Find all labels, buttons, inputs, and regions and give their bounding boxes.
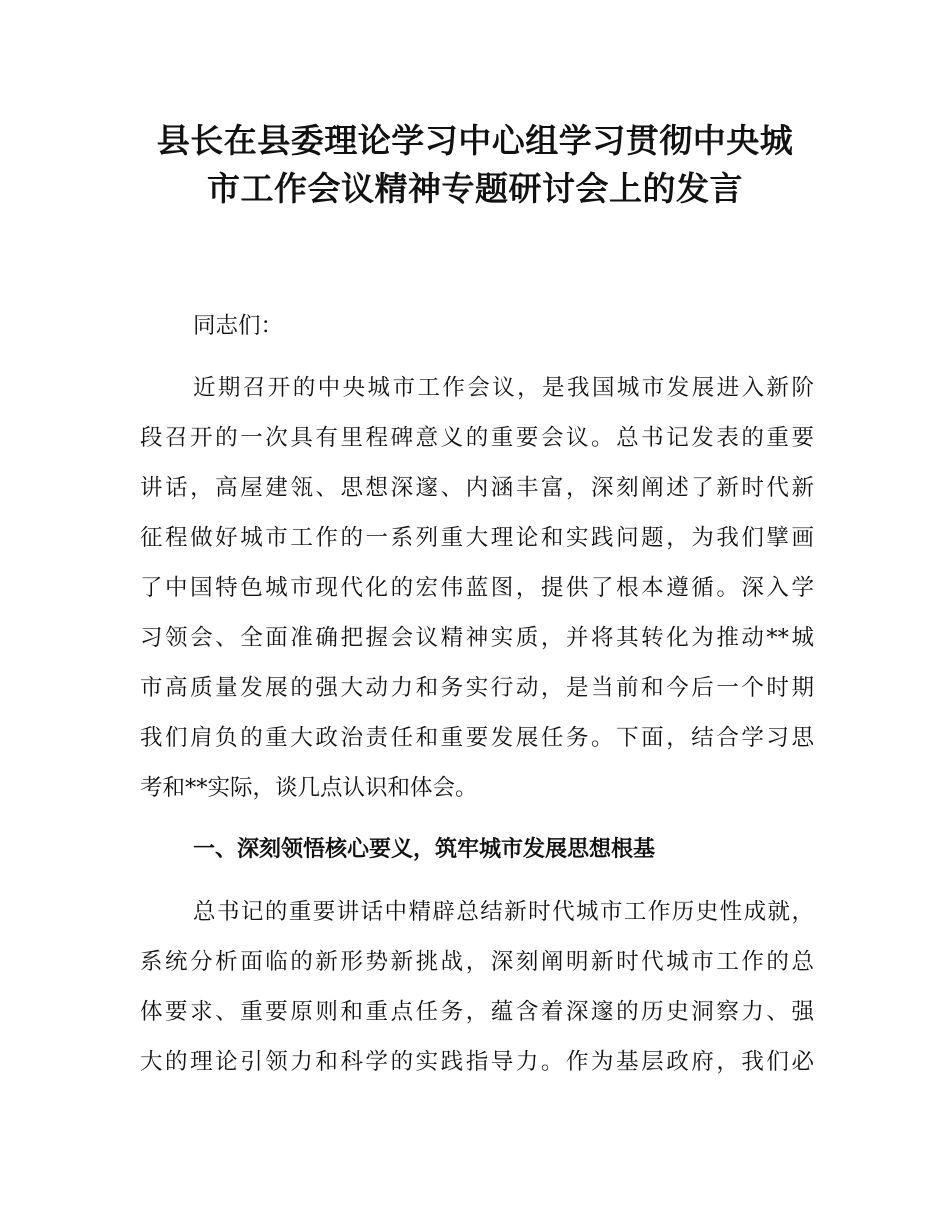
paragraph-1-line-7: 市高质量发展的强大动力和务实行动，是当前和今后一个时期 [140, 675, 814, 701]
paragraph-1-line-8: 我们肩负的重大政治责任和重要发展任务。下面，结合学习思 [140, 725, 814, 751]
document-title-line-1: 县长在县委理论学习中心组学习贯彻中央城 [156, 121, 794, 160]
paragraph-1-line-6: 习领会、全面准确把握会议精神实质，并将其转化为推动**城 [140, 625, 814, 651]
document-title-line-2: 市工作会议精神专题研讨会上的发言 [207, 169, 743, 208]
paragraph-2-line-1: 总书记的重要讲话中精辟总结新时代城市工作历史性成就， [193, 899, 814, 925]
section-heading-1: 一、深刻领悟核心要义，筑牢城市发展思想根基 [193, 837, 656, 862]
paragraph-1-line-2: 段召开的一次具有里程碑意义的重要会议。总书记发表的重要 [140, 425, 814, 451]
paragraph-1-line-9: 考和**实际，谈几点认识和体会。 [140, 775, 478, 801]
paragraph-1-line-5: 了中国特色城市现代化的宏伟蓝图，提供了根本遵循。深入学 [140, 575, 814, 601]
paragraph-2-line-2: 系统分析面临的新形势新挑战，深刻阐明新时代城市工作的总 [140, 949, 814, 975]
paragraph-2-line-4: 大的理论引领力和科学的实践指导力。作为基层政府，我们必 [140, 1049, 814, 1075]
paragraph-1-line-3: 讲话，高屋建瓴、思想深邃、内涵丰富，深刻阐述了新时代新 [140, 475, 814, 501]
paragraph-1-line-4: 征程做好城市工作的一系列重大理论和实践问题，为我们擘画 [140, 525, 814, 551]
paragraph-2-line-3: 体要求、重要原则和重点任务，蕴含着深邃的历史洞察力、强 [140, 999, 814, 1025]
paragraph-1-line-1: 近期召开的中央城市工作会议，是我国城市发展进入新阶 [193, 375, 814, 401]
salutation: 同志们： [193, 313, 284, 339]
